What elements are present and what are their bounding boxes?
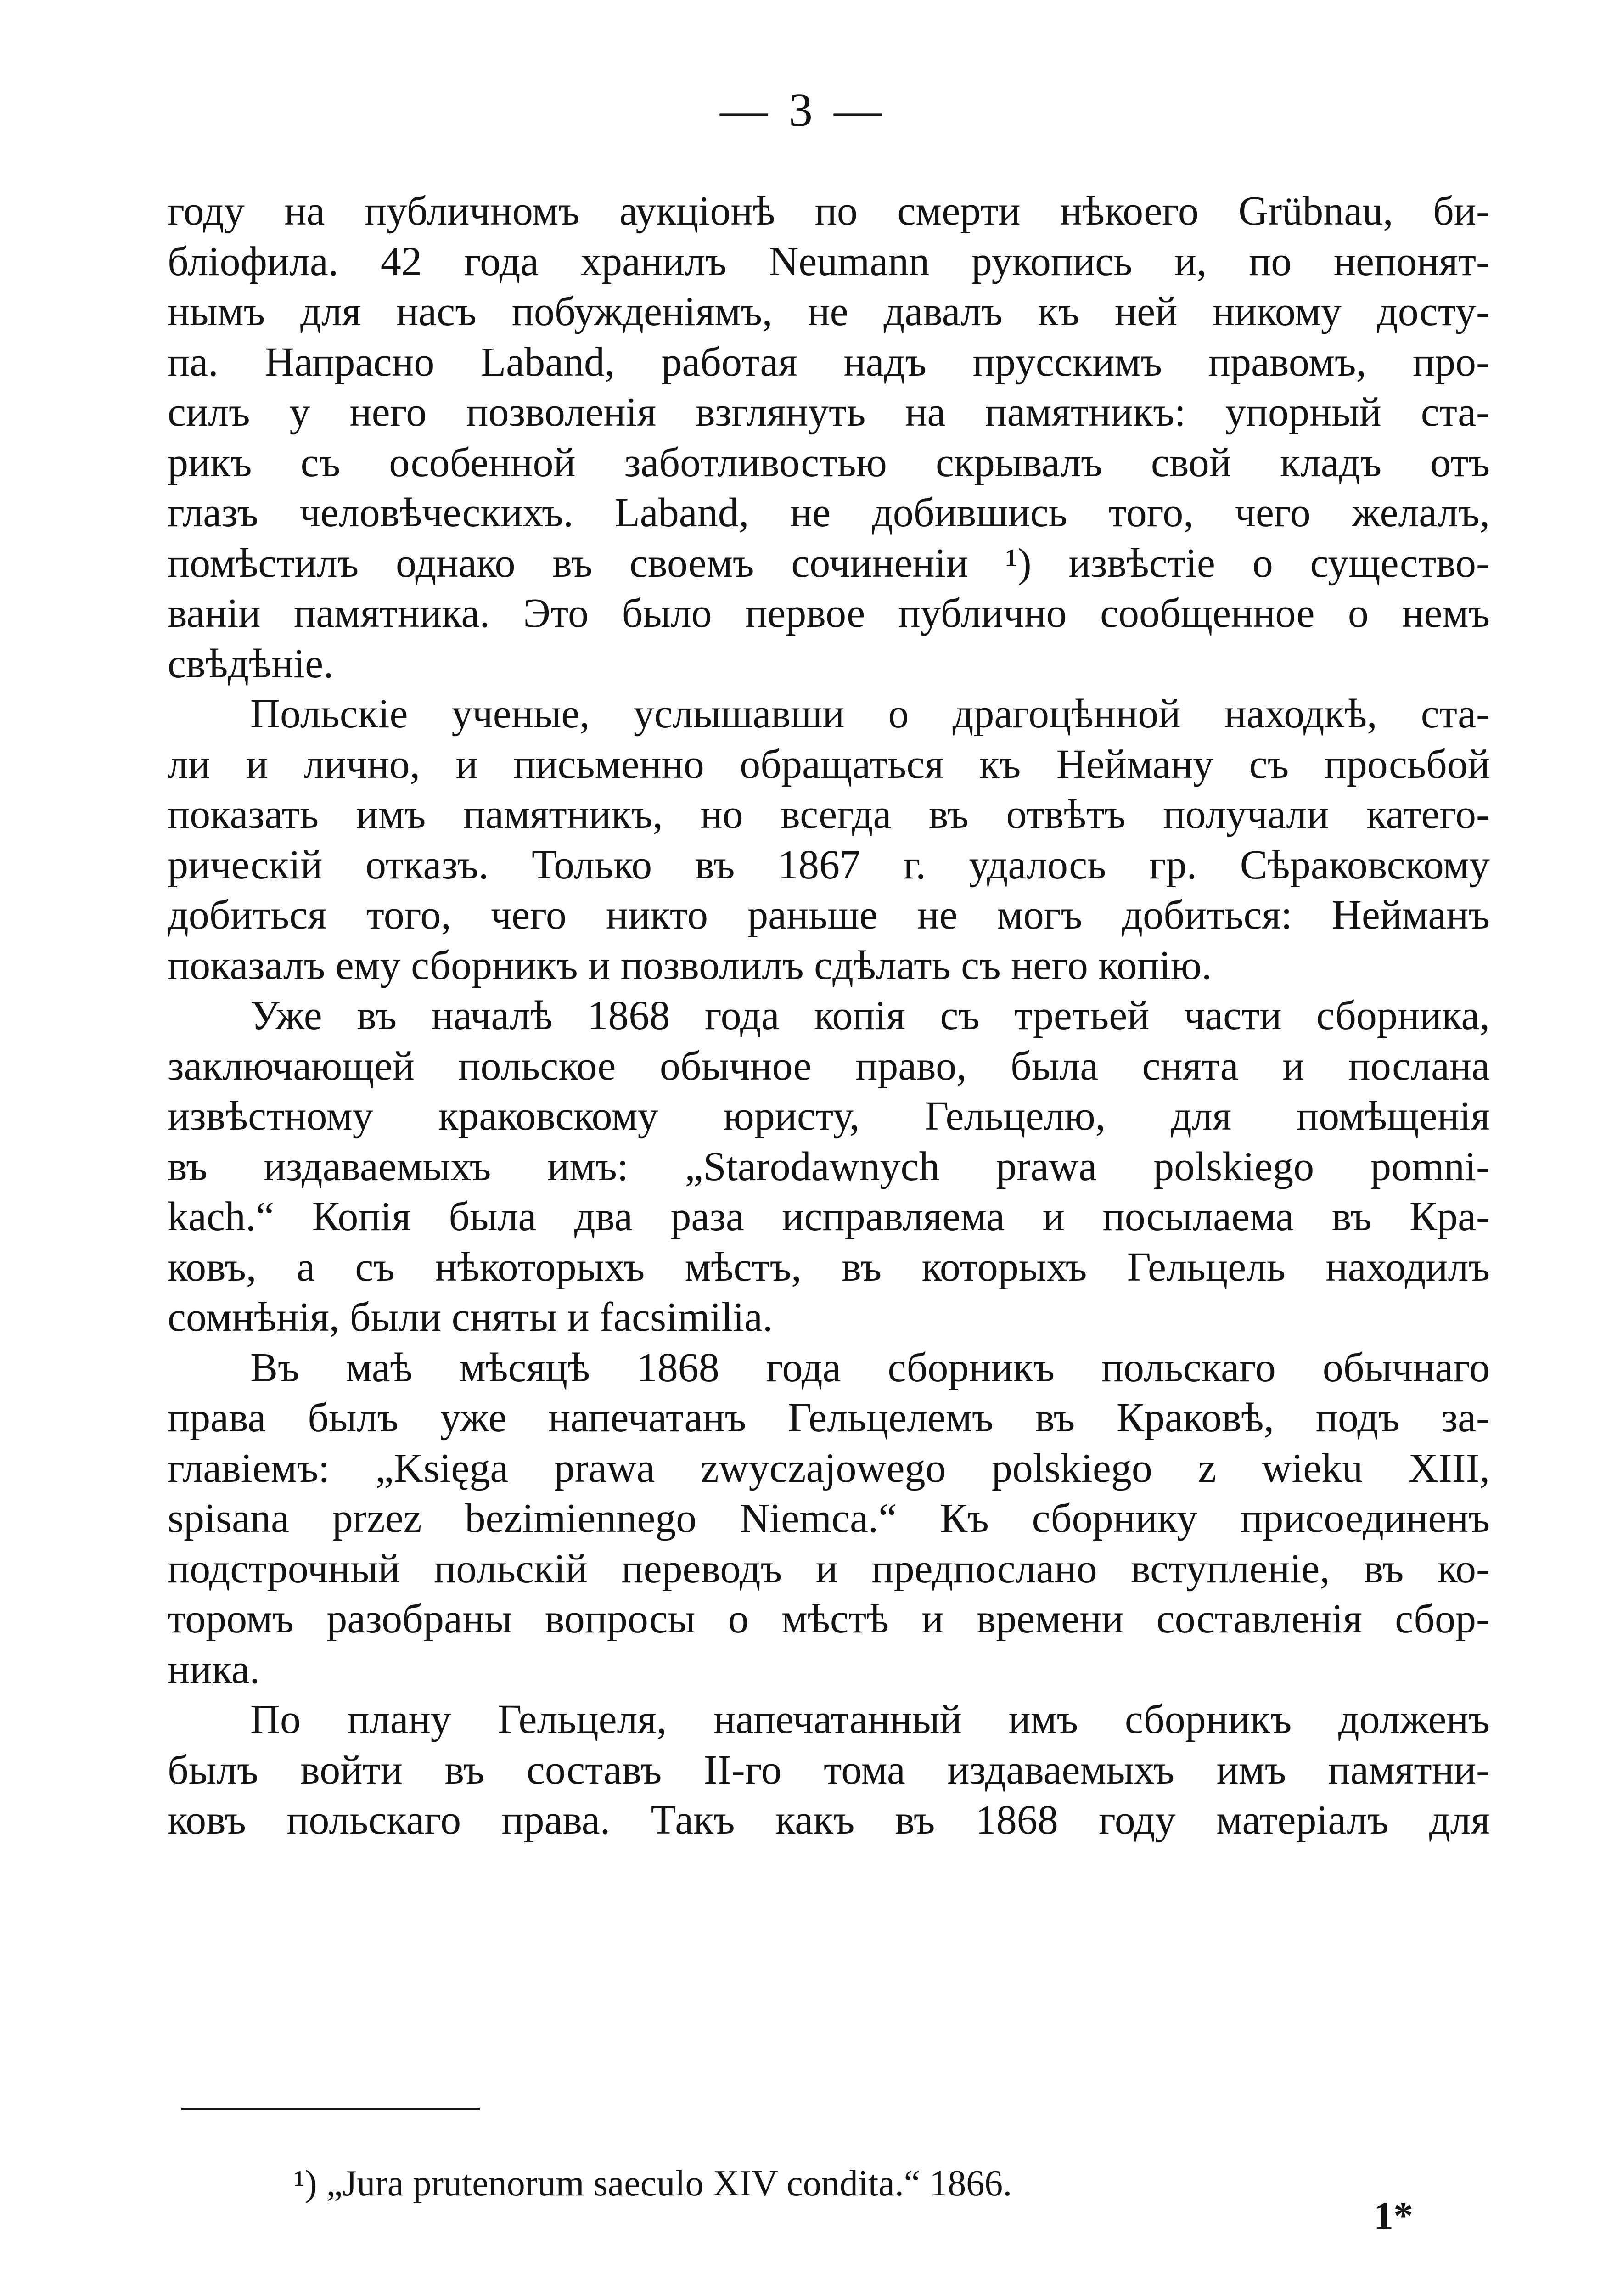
paragraph-2 (168, 689, 1490, 990)
text-line: торомъ разобраны вопросы о мѣстѣ и времени составленія сбор- (168, 1596, 1490, 1642)
body-text (168, 186, 1490, 1846)
text-line: году на публичномъ аукціонѣ по смерти нѣкоего Grübnau, би- (168, 188, 1490, 234)
text-line: Въ маѣ мѣсяцѣ 1868 года сборникъ польскаго обычнаго (250, 1345, 1490, 1390)
text-line: помѣстилъ однако въ своемъ сочиненіи ¹) извѣстіе о существо- (168, 540, 1490, 586)
footnote: ¹) „Jura prutenorum saeculo XIV condita.“ 1866. (294, 2163, 1012, 2204)
text-line: добиться того, чего никто раньше не могъ добиться: Нейманъ (168, 892, 1490, 938)
footnote-divider (181, 2108, 480, 2110)
text-line: ковъ польскаго права. Такъ какъ въ 1868 году матеріалъ для (168, 1797, 1490, 1843)
text-line: подстрочный польскій переводъ и предпослано вступленіе, въ ко- (168, 1546, 1490, 1592)
page-number: — 3 — (720, 84, 886, 136)
text-line: Польскіе ученые, услышавши о драгоцѣнной находкѣ, ста- (250, 691, 1490, 737)
text-line: рическій отказъ. Только въ 1867 г. удалось гр. Сѣраковскому (168, 842, 1490, 888)
text-line: ковъ, а съ нѣкоторыхъ мѣстъ, въ которыхъ Гельцель находилъ (168, 1244, 1490, 1290)
text-line: права былъ уже напечатанъ Гельцелемъ въ Краковѣ, подъ за- (168, 1395, 1490, 1441)
text-line: ваніи памятника. Это было первое публично сообщенное о немъ (168, 591, 1490, 636)
text-line: показать имъ памятникъ, но всегда въ отвѣтъ получали катего- (168, 792, 1490, 837)
text-line: свѣдѣніе. (168, 641, 334, 687)
text-line: заключающей польское обычное право, была снята и послана (168, 1043, 1490, 1089)
paragraph-5 (168, 1694, 1490, 1846)
text-line: показалъ ему сборникъ и позволилъ сдѣлать съ него копію. (168, 942, 1212, 988)
text-line: нымъ для насъ побужденіямъ, не давалъ къ ней никому досту- (168, 289, 1490, 334)
text-line: въ издаваемыхъ имъ: „Starodawnych prawa polskiego pomni- (168, 1143, 1490, 1189)
text-line: ли и лично, и письменно обращаться къ Нейману съ просьбой (168, 741, 1490, 787)
text-line: По плану Гельцеля, напечатанный имъ сборникъ долженъ (250, 1697, 1490, 1742)
text-line: сомнѣнія, были сняты и facsimilia. (168, 1294, 773, 1340)
text-line: spisana przez bezimiennego Niemca.“ Къ сборнику присоединенъ (168, 1496, 1490, 1541)
text-line: главіемъ: „Księga prawa zwyczajowego polskiego z wieku XIII, (168, 1445, 1490, 1491)
text-line: рикъ съ особенной заботливостью скрывалъ свой кладъ отъ (168, 439, 1490, 485)
text-line: глазъ человѣческихъ. Laband, не добившись того, чего желалъ, (168, 490, 1490, 535)
paragraph-4 (168, 1343, 1490, 1695)
text-line: силъ у него позволенія взглянуть на памятникъ: упорный ста- (168, 389, 1490, 435)
text-line: извѣстному краковскому юристу, Гельцелю, для помѣщенія (168, 1093, 1490, 1139)
text-line: kach.“ Копія была два раза исправляема и посылаема въ Кра- (168, 1194, 1490, 1239)
text-line: па. Напрасно Laband, работая надъ прусскимъ правомъ, про- (168, 339, 1490, 385)
paragraph-1 (168, 186, 1490, 689)
text-line: Уже въ началѣ 1868 года копія съ третьей части сборника, (250, 993, 1490, 1038)
text-line: бліофила. 42 года хранилъ Neumann рукопись и, по непонят- (168, 238, 1490, 284)
text-line: ника. (168, 1646, 260, 1692)
text-line: былъ войти въ составъ II-го тома издаваемыхъ имъ памятни- (168, 1747, 1490, 1793)
printer-signature-mark: 1* (1374, 2194, 1413, 2238)
paragraph-3 (168, 990, 1490, 1343)
